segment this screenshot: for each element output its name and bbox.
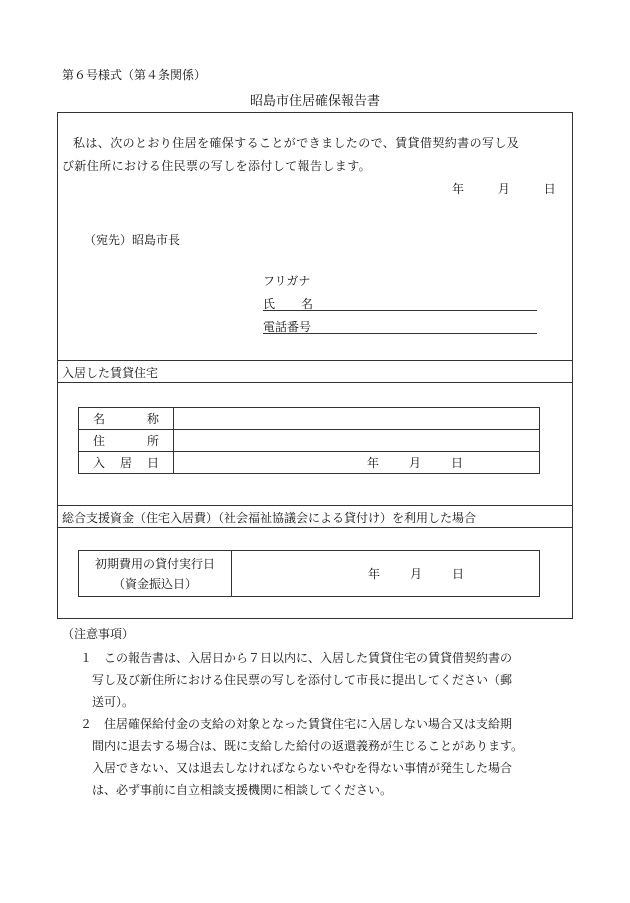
form-number: 第６号様式（第４条関係） [62,68,207,82]
note-1-number: １ [80,651,93,665]
note-2-number: ２ [80,717,93,731]
note-1-line-3: 送可）。 [92,695,135,709]
addressee: （宛先）昭島市長 [84,233,181,247]
fund-table [78,550,540,597]
furigana-label: フリガナ [263,274,311,288]
page-title: 昭島市住居確保報告書 [250,94,381,109]
name-underline [263,310,537,311]
note-2-line-2: 間内に退去する場合は、既に支給した給付の返還義務が生じることがあります。 [92,739,524,753]
divider-housing-top [57,360,573,361]
housing-name-value[interactable] [174,408,540,430]
notes-heading: （注意事項） [62,627,135,641]
phone-underline [263,333,537,334]
housing-table [78,407,540,474]
table-row [79,452,540,474]
report-date [452,180,556,197]
phone-label: 電話番号 [263,320,312,334]
note-1-line-1: この報告書は、入居日から７日以内に、入居した賃貸住宅の賃貸借契約書の [104,651,513,665]
housing-section-heading: 入居した賃貸住宅 [62,366,159,380]
note-2-line-4: は、必ず事前に自立相談支援機関に相談してください。 [92,783,393,797]
housing-address-value[interactable] [174,430,540,452]
divider-fund-top [57,505,573,506]
divider-housing-bottom [57,382,573,383]
fund-section-heading: 総合支援資金（住宅入居費）（社会福祉協議会による貸付け）を利用した場合 [62,511,477,525]
date-month: 月 [497,182,510,196]
note-1-line-2: 写し及び新住所における住民票の写しを添付して市長に提出してください（郵 [92,673,513,687]
date-year: 年 [452,182,465,196]
table-row [79,430,540,452]
move-in-date-label: 入 居 日 [79,452,174,474]
date-day: 日 [543,182,556,196]
note-2-line-1: 住居確保給付金の支給の対象となった賃貸住宅に入居しない場合又は支給期 [104,717,513,731]
loan-date-label: 初期費用の貸付実行日 （資金振込日） [79,551,232,597]
table-row [79,551,540,597]
table-row [79,408,540,430]
loan-date-value[interactable]: 年 月 日 [232,551,540,597]
note-2-line-3: 入居できない、又は退去しなければならないやむを得ない事情が発生した場合 [92,761,513,775]
statement-line-1: 私は、次のとおり住居を確保することができましたので、賃貸借契約書の写し及 [73,136,520,150]
divider-fund-bottom [57,527,573,528]
statement-line-2: び新住所における住民票の写しを添付して報告します。 [62,159,372,173]
housing-address-label: 住 所 [79,430,174,452]
move-in-date-value[interactable]: 年 月 日 [174,452,540,474]
name-label: 氏 名 [263,297,314,311]
housing-name-label: 名 称 [79,408,174,430]
